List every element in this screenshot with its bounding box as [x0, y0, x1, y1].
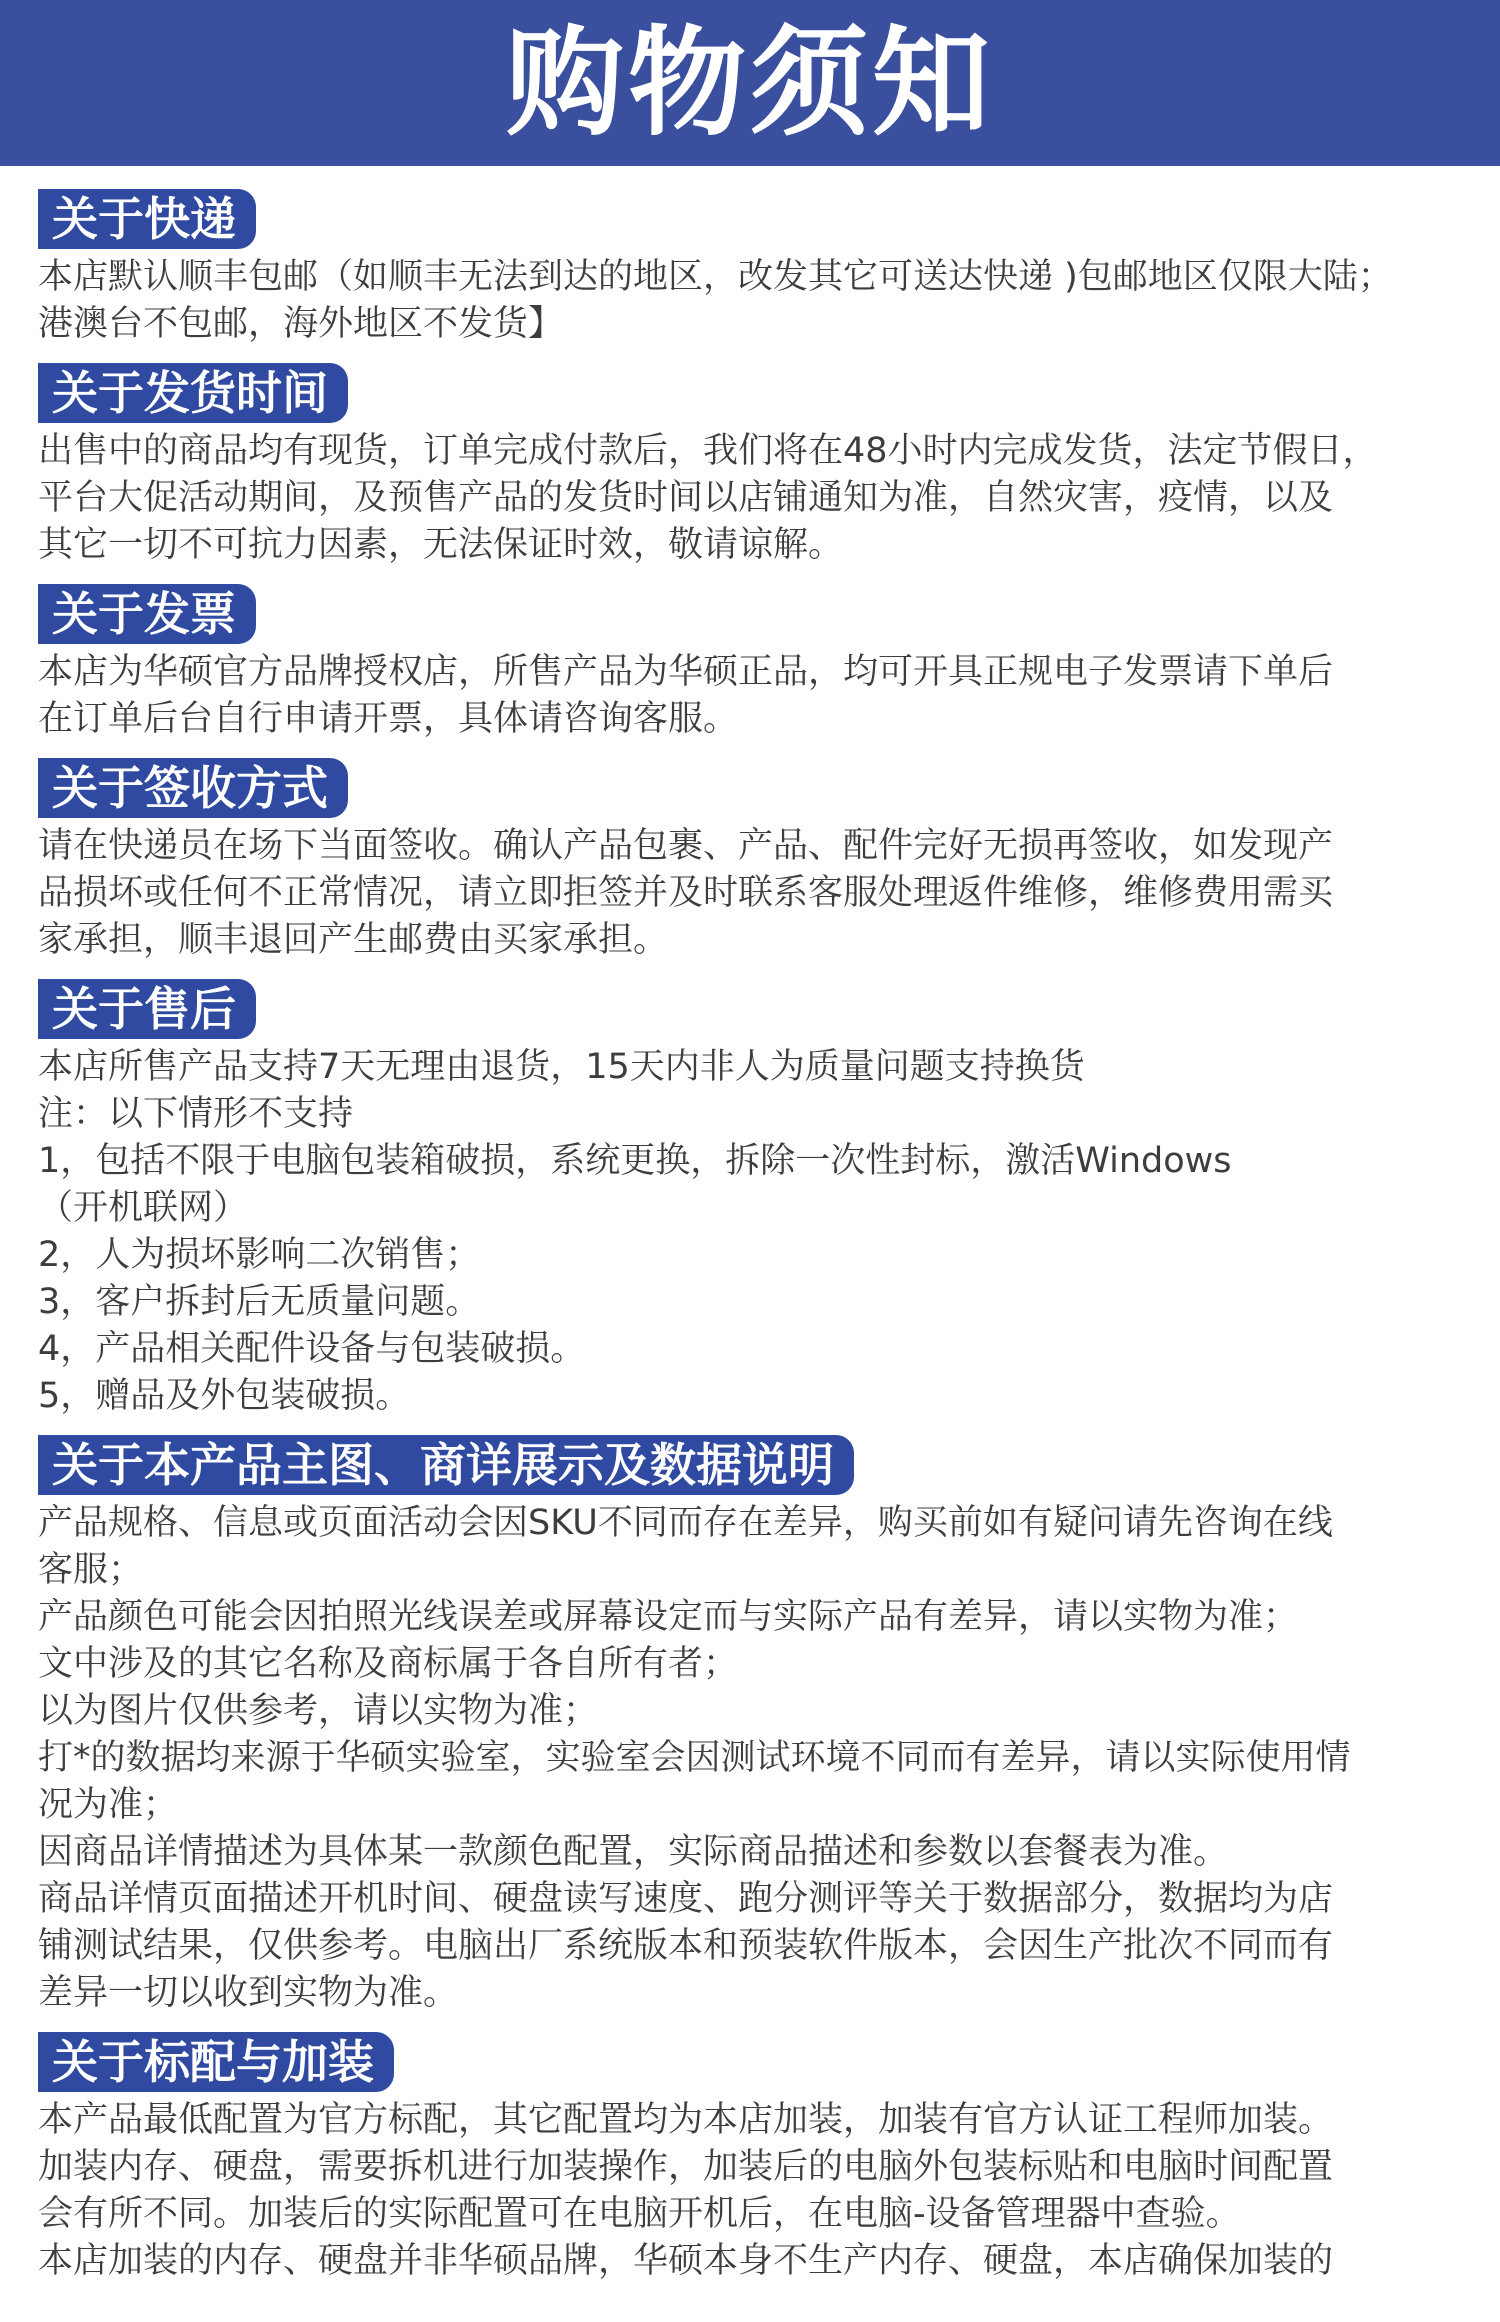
text-line: 请在快递员在场下当面签收。确认产品包裹、产品、配件完好无损再签收，如发现产 [38, 826, 1334, 866]
section-heading: 关于签收方式 [38, 758, 348, 818]
section-after-sales [38, 978, 1476, 1420]
text-line: 本店默认顺丰包邮（如顺丰无法到达的地区，改发其它可送达快递 )包邮地区仅限大陆； [38, 257, 1393, 297]
text-line: 文中涉及的其它名称及商标属于各自所有者； [38, 1644, 739, 1684]
section-heading: 关于售后 [38, 979, 256, 1039]
text-line: 况为准； [38, 1785, 179, 1825]
text-line: 以为图片仅供参考，请以实物为准； [38, 1691, 599, 1731]
text-line: 客服； [38, 1550, 144, 1590]
text-line: 打*的数据均来源于华硕实验室，实验室会因测试环境不同而有差异，请以实际使用情 [38, 1738, 1351, 1778]
text-line: （开机联网） [38, 1188, 249, 1228]
text-line: 其它一切不可抗力因素，无法保证时效，敬请谅解。 [38, 525, 844, 565]
text-line: 品损坏或任何不正常情况，请立即拒签并及时联系客服处理返件维修，维修费用需买 [38, 873, 1334, 913]
section-images-data [38, 1434, 1476, 2017]
text-line: 港澳台不包邮，海外地区不发货】 [38, 304, 564, 344]
section-heading: 关于发货时间 [38, 363, 348, 423]
text-line: 3，客户拆封后无质量问题。 [38, 1282, 481, 1322]
text-line: 本店为华硕官方品牌授权店，所售产品为华硕正品，均可开具正规电子发票请下单后 [38, 652, 1334, 692]
text-line: 平台大促活动期间，及预售产品的发货时间以店铺通知为准，自然灾害，疫情，以及 [38, 478, 1334, 518]
text-line: 2，人为损坏影响二次销售； [38, 1235, 481, 1275]
text-line: 加装内存、硬盘，需要拆机进行加装操作，加装后的电脑外包装标贴和电脑时间配置 [38, 2147, 1334, 2187]
notice-content [0, 166, 1500, 2285]
section-heading: 关于标配与加装 [38, 2032, 394, 2092]
text-line: 在订单后台自行申请开票，具体请咨询客服。 [38, 699, 739, 739]
page-banner [0, 0, 1500, 166]
section-config-upgrade [38, 2031, 1476, 2285]
section-heading: 关于快递 [38, 189, 256, 249]
text-line: 本产品最低配置为官方标配，其它配置均为本店加装，加装有官方认证工程师加装。 [38, 2100, 1334, 2140]
text-line: 因商品详情描述为具体某一款颜色配置，实际商品描述和参数以套餐表为准。 [38, 1832, 1229, 1872]
text-line: 本店加装的内存、硬盘并非华硕品牌，华硕本身不生产内存、硬盘，本店确保加装的 [38, 2241, 1334, 2281]
text-line: 产品规格、信息或页面活动会因SKU不同而存在差异，购买前如有疑问请先咨询在线 [38, 1503, 1333, 1543]
section-invoice [38, 583, 1476, 743]
text-line: 铺测试结果，仅供参考。电脑出厂系统版本和预装软件版本，会因生产批次不同而有 [38, 1926, 1334, 1966]
text-line: 注：以下情形不支持 [38, 1094, 354, 1134]
section-signing [38, 757, 1476, 964]
text-line: 商品详情页面描述开机时间、硬盘读写速度、跑分测评等关于数据部分，数据均为店 [38, 1879, 1334, 1919]
text-line: 本店所售产品支持7天无理由退货，15天内非人为质量问题支持换货 [38, 1047, 1085, 1087]
text-line: 会有所不同。加装后的实际配置可在电脑开机后，在电脑-设备管理器中查验。 [38, 2194, 1241, 2234]
section-heading: 关于发票 [38, 584, 256, 644]
text-line: 1，包括不限于电脑包装箱破损，系统更换，拆除一次性封标，激活Windows [38, 1141, 1232, 1181]
text-line: 差异一切以收到实物为准。 [38, 1973, 459, 2013]
text-line: 出售中的商品均有现货，订单完成付款后，我们将在48小时内完成发货，法定节假日， [38, 431, 1378, 471]
page-title: 购物须知 [505, 14, 994, 152]
section-shipping-time [38, 362, 1476, 569]
text-line: 4，产品相关配件设备与包装破损。 [38, 1329, 586, 1369]
text-line: 5，赠品及外包装破损。 [38, 1376, 411, 1416]
text-line: 产品颜色可能会因拍照光线误差或屏幕设定而与实际产品有差异，请以实物为准； [38, 1597, 1299, 1637]
text-line: 家承担，顺丰退回产生邮费由买家承担。 [38, 920, 669, 960]
section-heading: 关于本产品主图、商详展示及数据说明 [38, 1435, 854, 1495]
section-express [38, 188, 1476, 348]
